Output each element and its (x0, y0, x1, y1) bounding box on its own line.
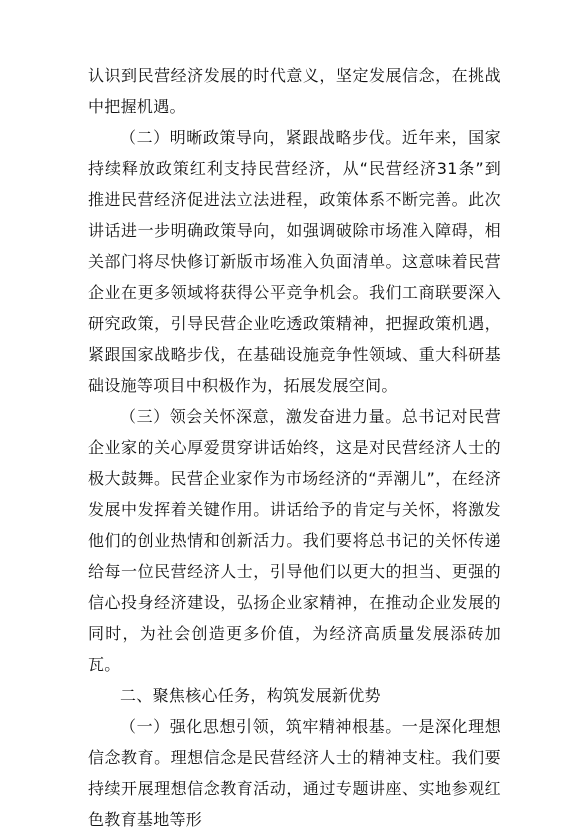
section-heading-core-tasks: 二、聚焦核心任务，构筑发展新优势 (120, 686, 381, 705)
paragraph-ideological-guidance: （一）强化思想引领，筑牢精神根基。一是深化理想信念教育。理想信念是民营经济人士的精神支柱。我们要持续开展理想信念教育活动，通过专题讲座、实地参观红色教育基地等形 (88, 717, 501, 829)
paragraph-intro-continuation: 认识到民营经济发展的时代意义，坚定发展信念，在挑战中把握机遇。 (88, 66, 501, 116)
paragraph-policy-guidance: （二）明晰政策导向，紧跟战略步伐。近年来，国家持续释放政策红利支持民营经济，从“民营经济31条”到推进民营经济促进法立法进程，政策体系不断完善。此次讲话进一步明确政策导向，如强调破除市场准入障碍，相关部门将尽快修订新版市场准入负面清单。这意味着民营企业在更多领域将获得公平竞争机会。我们工商联要深入研究政策，引导民营企业吃透政策精神，把握政策机遇，紧跟国家战略步伐，在基础设施竞争性领域、重大科研基础设施等项目中积极作为，拓展发展空间。 (88, 128, 501, 395)
paragraph-care-motivation: （三）领会关怀深意，激发奋进力量。总书记对民营企业家的关心厚爱贯穿讲话始终，这是对民营经济人士的极大鼓舞。民营企业家作为市场经济的“弄潮儿”，在经济发展中发挥着关键作用。讲话给予的肯定与关怀，将激发他们的创业热情和创新活力。我们要将总书记的关怀传递给每一位民营经济人士，引导他们以更大的担当、更强的信心投身经济建设，弘扬企业家精神，在推动企业发展的同时，为社会创造更多价值，为经济高质量发展添砖加瓦。 (88, 407, 501, 674)
document-body (88, 60, 501, 835)
